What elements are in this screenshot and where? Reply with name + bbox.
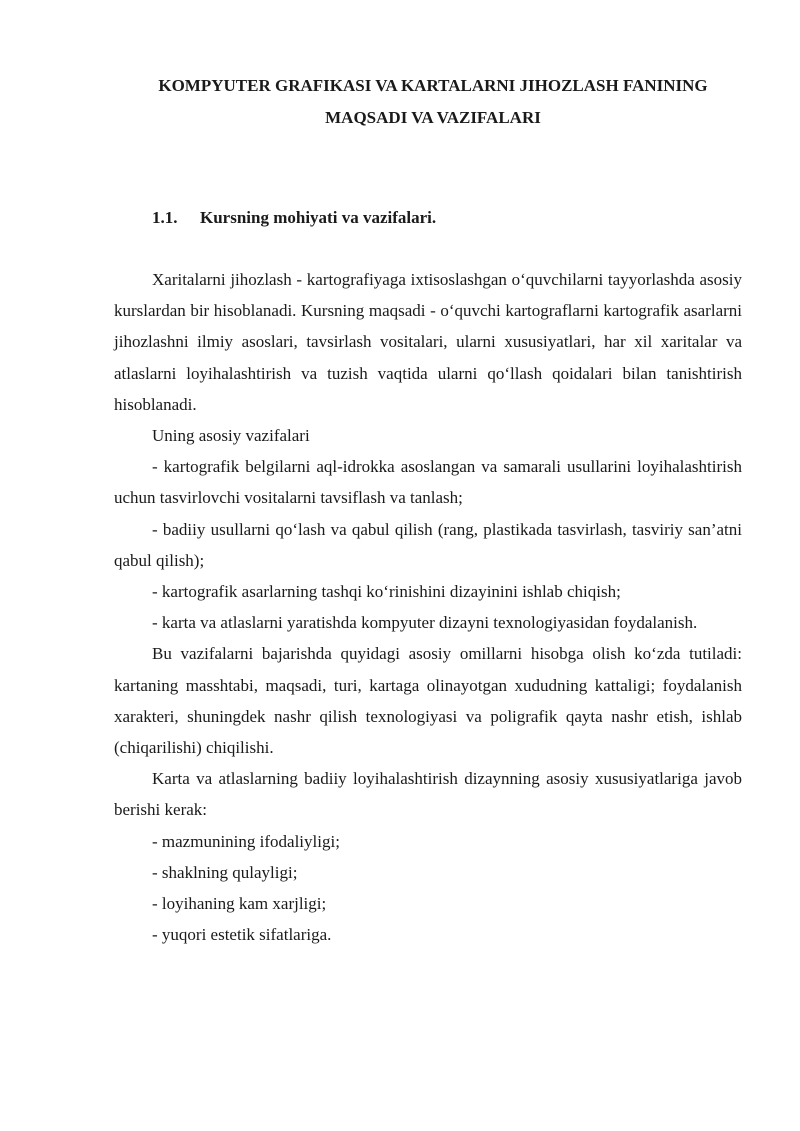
section-title: Kursning mohiyati va vazifalari.: [200, 208, 437, 227]
list-item: - karta va atlaslarni yaratishda kompyuter dizayni texnologiyasidan foydalanish.: [152, 613, 698, 633]
list-item: - yuqori estetik sifatlariga.: [152, 925, 332, 945]
paragraph-intro: Xaritalarni jihozlash - kartografiyaga ixtisoslashgan o‘quvchilarni tayyorlashda asosiy kurslardan bir hisoblanadi. Kursning maqsadi - o‘quvchi kartograflarni kartografik asarlarni jihozlashni ilmiy asoslari, tavsirlash vositalari, ularni xususiyatlari, har xil xaritalar va atlaslarni loyihalashtirish va tuzish vaqtida ularni qo‘llash qoidalari bilan tanishtirish hisoblanadi.: [114, 270, 742, 414]
paragraph-tasks-heading: Uning asosiy vazifalari: [152, 426, 310, 446]
body-text: [114, 264, 742, 950]
list-item: - loyihaning kam xarjligi;: [152, 894, 327, 914]
paragraph-factors: Bu vazifalarni bajarishda quyidagi asosiy omillarni hisobga olish ko‘zda tutiladi: kartaning masshtabi, maqsadi, turi, kartaga olinayotgan xududning kattaligi; foydalanish xarakteri, shuningdek nashr qilish texnologiyasi va poligrafik qayta nashr etish, ishlab (chiqarilishi) chiqilishi.: [114, 644, 742, 758]
list-item: - shaklning qulayligi;: [152, 862, 298, 882]
section-heading: [152, 206, 436, 230]
title-line-1: KOMPYUTER GRAFIKASI VA KARTALARNI JIHOZLASH FANINING: [158, 76, 708, 95]
document-title: [114, 70, 742, 134]
document-page: [114, 70, 742, 945]
section-number: 1.1.: [152, 208, 178, 227]
list-item: - kartografik asarlarning tashqi ko‘rinishini dizayinini ishlab chiqish;: [152, 582, 621, 602]
list-item: - kartografik belgilarni aql-idrokka asoslangan va samarali usullarini loyihalashtirish uchun tasvirlovchi vositalarni tavsiflash va tanlash;: [114, 457, 742, 508]
list-item: - badiiy usullarni qo‘lash va qabul qilish (rang, plastikada tasvirlash, tasviriy san’atni qabul qilish);: [114, 519, 742, 570]
title-line-2: MAQSADI VA VAZIFALARI: [325, 108, 541, 127]
list-item: - mazmunining ifodaliyligi;: [152, 831, 340, 851]
paragraph-requirements: Karta va atlaslarning badiiy loyihalashtirish dizaynning asosiy xususiyatlariga javob berishi kerak:: [114, 769, 742, 820]
